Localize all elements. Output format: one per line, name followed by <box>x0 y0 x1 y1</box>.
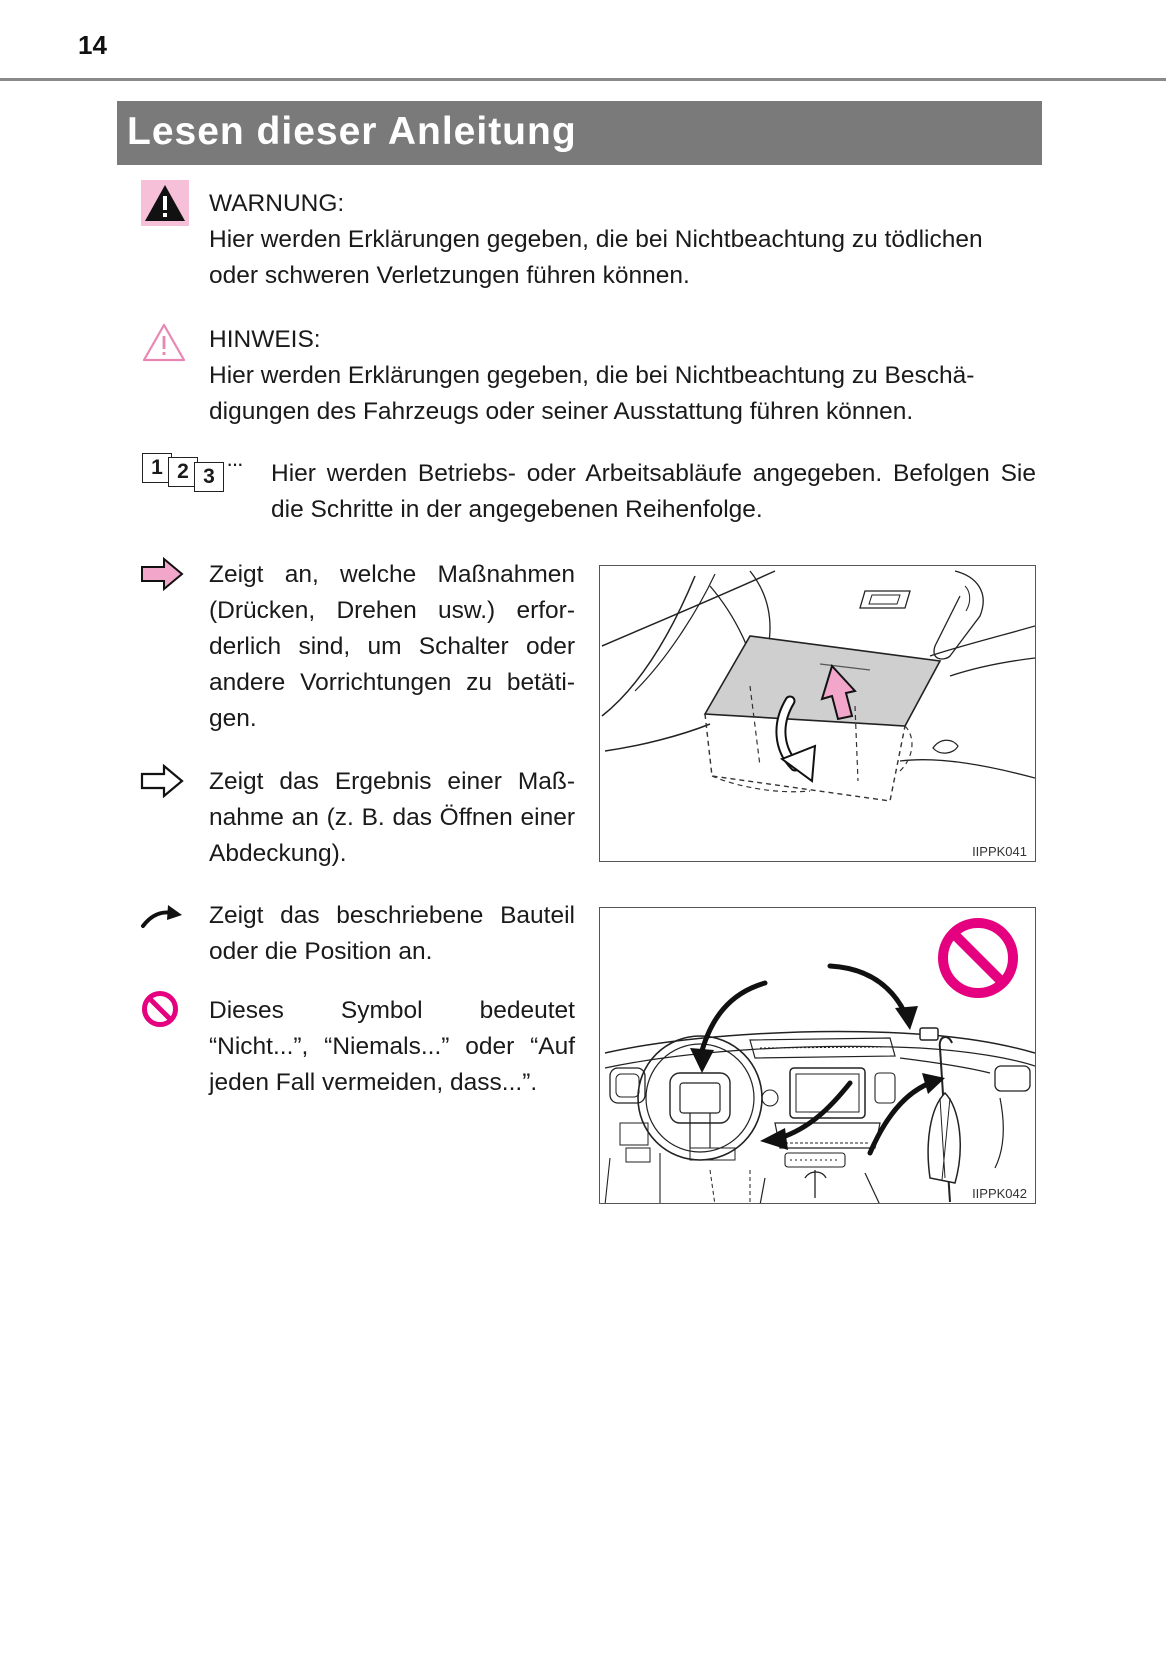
dashboard-illustration <box>600 908 1036 1204</box>
figure-id-2: IIPPK042 <box>972 1186 1027 1201</box>
figure-overhead-console <box>599 565 1036 862</box>
page-number: 14 <box>78 30 107 60</box>
step-box-1: 1 <box>142 453 172 483</box>
warning-label: WARNUNG: <box>209 190 345 217</box>
overhead-console-illustration <box>600 566 1036 862</box>
step-ellipsis: ··· <box>226 451 242 476</box>
figure-id-1: IIPPK041 <box>972 844 1027 859</box>
figure-dashboard-prohibited <box>599 907 1036 1204</box>
section-title-bar <box>117 101 1042 165</box>
step-numbers-icon <box>142 453 262 495</box>
legend-action-text: Zeigt an, welche Maßnahmen (Drücken, Drehen usw.) erfor-derlich sind, um Schalter oder andere Vorrichtungen zu betäti-gen. <box>209 561 575 732</box>
pink-action-arrow-icon <box>140 557 184 591</box>
warning-triangle-icon <box>141 180 189 226</box>
notice-text: Hier werden Erklärungen gegeben, die bei Nichtbeachtung zu Beschä-digungen des Fahrzeugs oder seiner Ausstattung führen können. <box>209 362 975 425</box>
legend-pointer-text: Zeigt das beschriebene Bauteil oder die Position an. <box>209 902 575 965</box>
step-box-2: 2 <box>168 457 198 487</box>
section-title: Lesen dieser Anleitung <box>127 110 577 153</box>
steps-text: Hier werden Betriebs- oder Arbeitsabläufe angegeben. Befolgen Sie die Schritte in der angegebenen Reihenfolge. <box>271 460 1036 523</box>
step-box-3: 3 <box>194 462 224 492</box>
legend-result-text: Zeigt das Ergebnis einer Maß-nahme an (z. B. das Öffnen einer Abdeckung). <box>209 768 575 867</box>
notice-triangle-icon <box>141 322 187 364</box>
curved-pointer-arrow-icon <box>140 902 184 930</box>
legend-prohibition-text: Dieses Symbol bedeutet “Nicht...”, “Niemals...” oder “Auf jeden Fall vermeiden, dass...”. <box>209 997 575 1096</box>
notice-label: HINWEIS: <box>209 326 321 353</box>
header-rule <box>0 78 1166 81</box>
prohibition-icon <box>141 990 179 1028</box>
outline-result-arrow-icon <box>140 764 184 798</box>
warning-text: Hier werden Erklärungen gegeben, die bei Nichtbeachtung zu tödlichen oder schweren Verletzungen führen können. <box>209 226 983 289</box>
